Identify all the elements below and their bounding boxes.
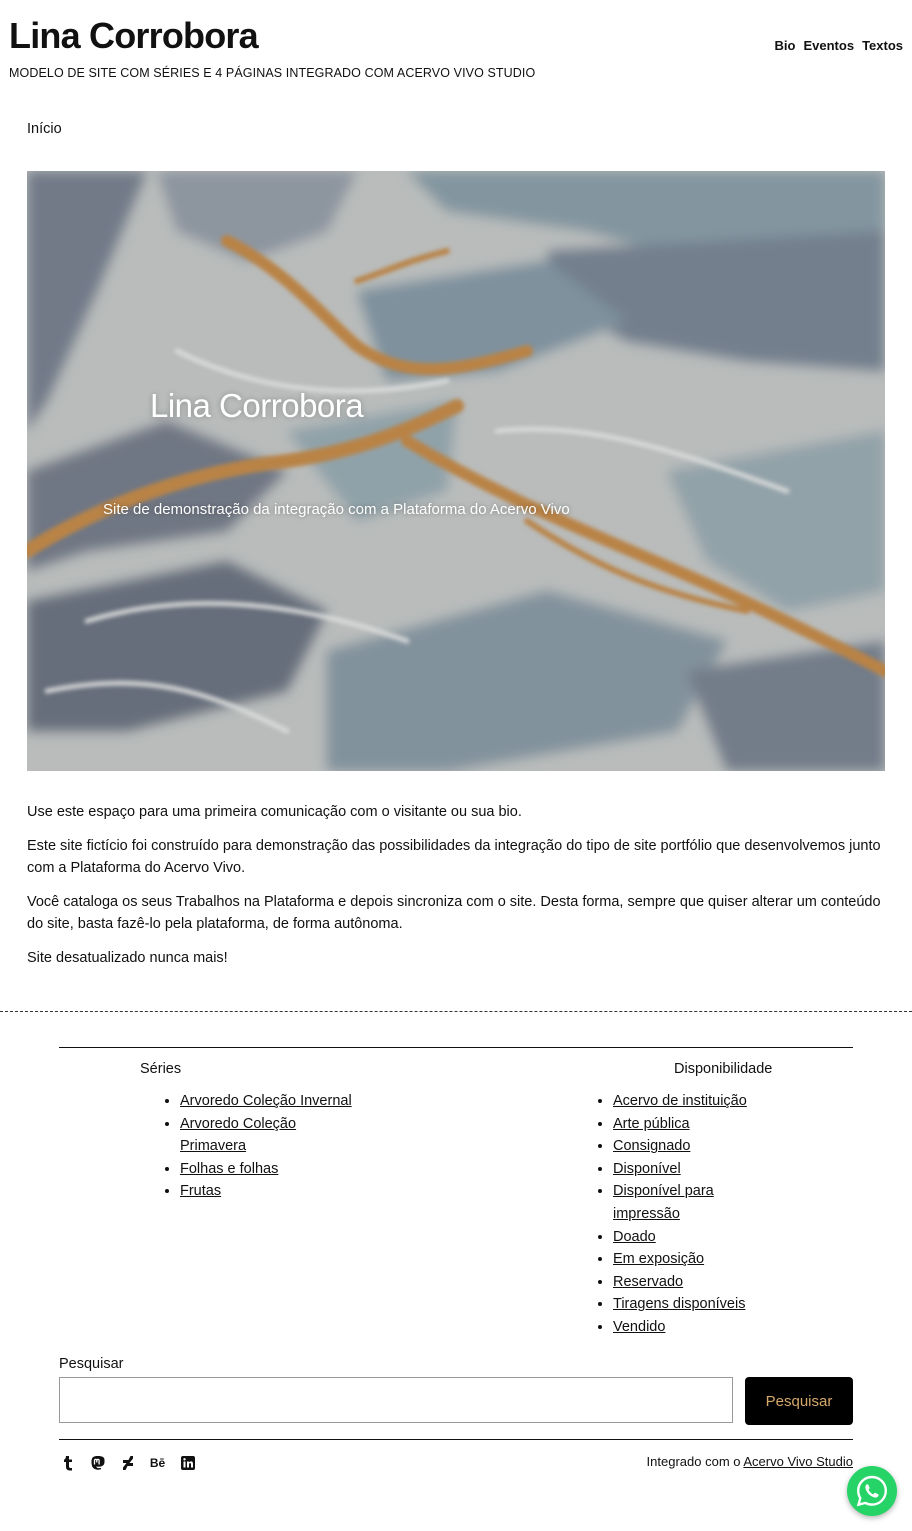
breadcrumb: Início bbox=[27, 121, 62, 137]
availability-link[interactable]: Em exposição bbox=[613, 1251, 705, 1268]
intro-paragraph: Você cataloga os seus Trabalhos na Plataforma e depois sincroniza com o site. Desta forma, sempre que quiser alterar um conteúdo do site, basta fazê-lo pela plataforma, de forma autônoma. bbox=[27, 894, 881, 932]
series-link[interactable]: Frutas bbox=[180, 1183, 222, 1200]
hero-title: Lina Corrobora bbox=[150, 387, 364, 424]
list-item bbox=[180, 1113, 360, 1158]
list-item bbox=[613, 1158, 783, 1181]
list-item bbox=[613, 1271, 783, 1294]
hero-background-image bbox=[27, 171, 885, 771]
series-heading: Séries bbox=[140, 1061, 182, 1077]
tumblr-icon[interactable] bbox=[59, 1454, 76, 1471]
credit-link[interactable]: Acervo Vivo Studio bbox=[743, 1454, 853, 1469]
hero-cover bbox=[27, 171, 885, 771]
list-item bbox=[613, 1135, 783, 1158]
list-item bbox=[613, 1226, 783, 1249]
site-tagline: MODELO DE SITE COM SÉRIES E 4 PÁGINAS INTEGRADO COM ACERVO VIVO STUDIO bbox=[9, 66, 536, 80]
nav-link-eventos[interactable]: Eventos bbox=[803, 38, 855, 53]
series-list bbox=[160, 1090, 360, 1203]
list-item bbox=[613, 1090, 783, 1113]
nav-link-bio[interactable]: Bio bbox=[774, 38, 796, 53]
whatsapp-button[interactable] bbox=[847, 1466, 897, 1516]
series-link[interactable]: Arvoredo Coleção Primavera bbox=[180, 1115, 297, 1155]
list-item bbox=[180, 1090, 360, 1113]
availability-link[interactable]: Reservado bbox=[613, 1273, 684, 1290]
search-label: Pesquisar bbox=[59, 1356, 124, 1372]
series-link[interactable]: Arvoredo Coleção Invernal bbox=[180, 1093, 352, 1109]
footer-divider bbox=[59, 1439, 853, 1440]
linkedin-icon[interactable] bbox=[179, 1454, 196, 1471]
intro-paragraph: Site desatualizado nunca mais! bbox=[27, 950, 228, 966]
availability-list bbox=[593, 1090, 783, 1339]
mastodon-icon[interactable] bbox=[89, 1454, 106, 1471]
list-item bbox=[613, 1316, 783, 1339]
credit-prefix: Integrado com o bbox=[646, 1454, 744, 1469]
deviantart-icon[interactable] bbox=[119, 1454, 136, 1471]
footer-credit bbox=[647, 1454, 853, 1469]
intro-content bbox=[27, 801, 887, 981]
site-title[interactable]: Lina Corrobora bbox=[9, 15, 258, 56]
list-item bbox=[613, 1248, 783, 1271]
list-item bbox=[180, 1158, 360, 1181]
availability-link[interactable]: Disponível para impressão bbox=[613, 1183, 714, 1222]
availability-link[interactable]: Doado bbox=[613, 1228, 656, 1245]
nav-link-textos[interactable]: Textos bbox=[862, 38, 903, 53]
social-links bbox=[59, 1454, 196, 1471]
behance-icon[interactable]: Bē bbox=[149, 1455, 166, 1470]
list-item bbox=[613, 1293, 783, 1316]
intro-paragraph: Este site fictício foi construído para demonstração das possibilidades da integração do tipo de site portfólio que desenvolvemos junto com a Plataforma do Acervo Vivo. bbox=[27, 838, 881, 876]
whatsapp-icon bbox=[855, 1474, 889, 1508]
availability-link[interactable]: Tiragens disponíveis bbox=[613, 1296, 746, 1313]
list-item bbox=[613, 1180, 783, 1225]
availability-link[interactable]: Consignado bbox=[613, 1138, 691, 1155]
list-item bbox=[613, 1113, 783, 1136]
availability-link[interactable]: Disponível bbox=[613, 1160, 681, 1177]
footer-separator bbox=[0, 1011, 912, 1012]
availability-heading: Disponibilidade bbox=[674, 1061, 773, 1077]
availability-link[interactable]: Acervo de instituição bbox=[613, 1093, 747, 1109]
series-link[interactable]: Folhas e folhas bbox=[180, 1160, 279, 1177]
search-button[interactable]: Pesquisar bbox=[745, 1377, 853, 1425]
search-input[interactable] bbox=[59, 1377, 733, 1423]
intro-paragraph: Use este espaço para uma primeira comunicação com o visitante ou sua bio. bbox=[27, 804, 522, 820]
main-nav bbox=[775, 38, 903, 53]
footer-divider bbox=[59, 1047, 853, 1048]
availability-link[interactable]: Arte pública bbox=[613, 1115, 690, 1132]
list-item bbox=[180, 1180, 360, 1203]
availability-link[interactable]: Vendido bbox=[613, 1318, 666, 1335]
hero-subtitle: Site de demonstração da integração com a Plataforma do Acervo Vivo bbox=[103, 501, 570, 518]
